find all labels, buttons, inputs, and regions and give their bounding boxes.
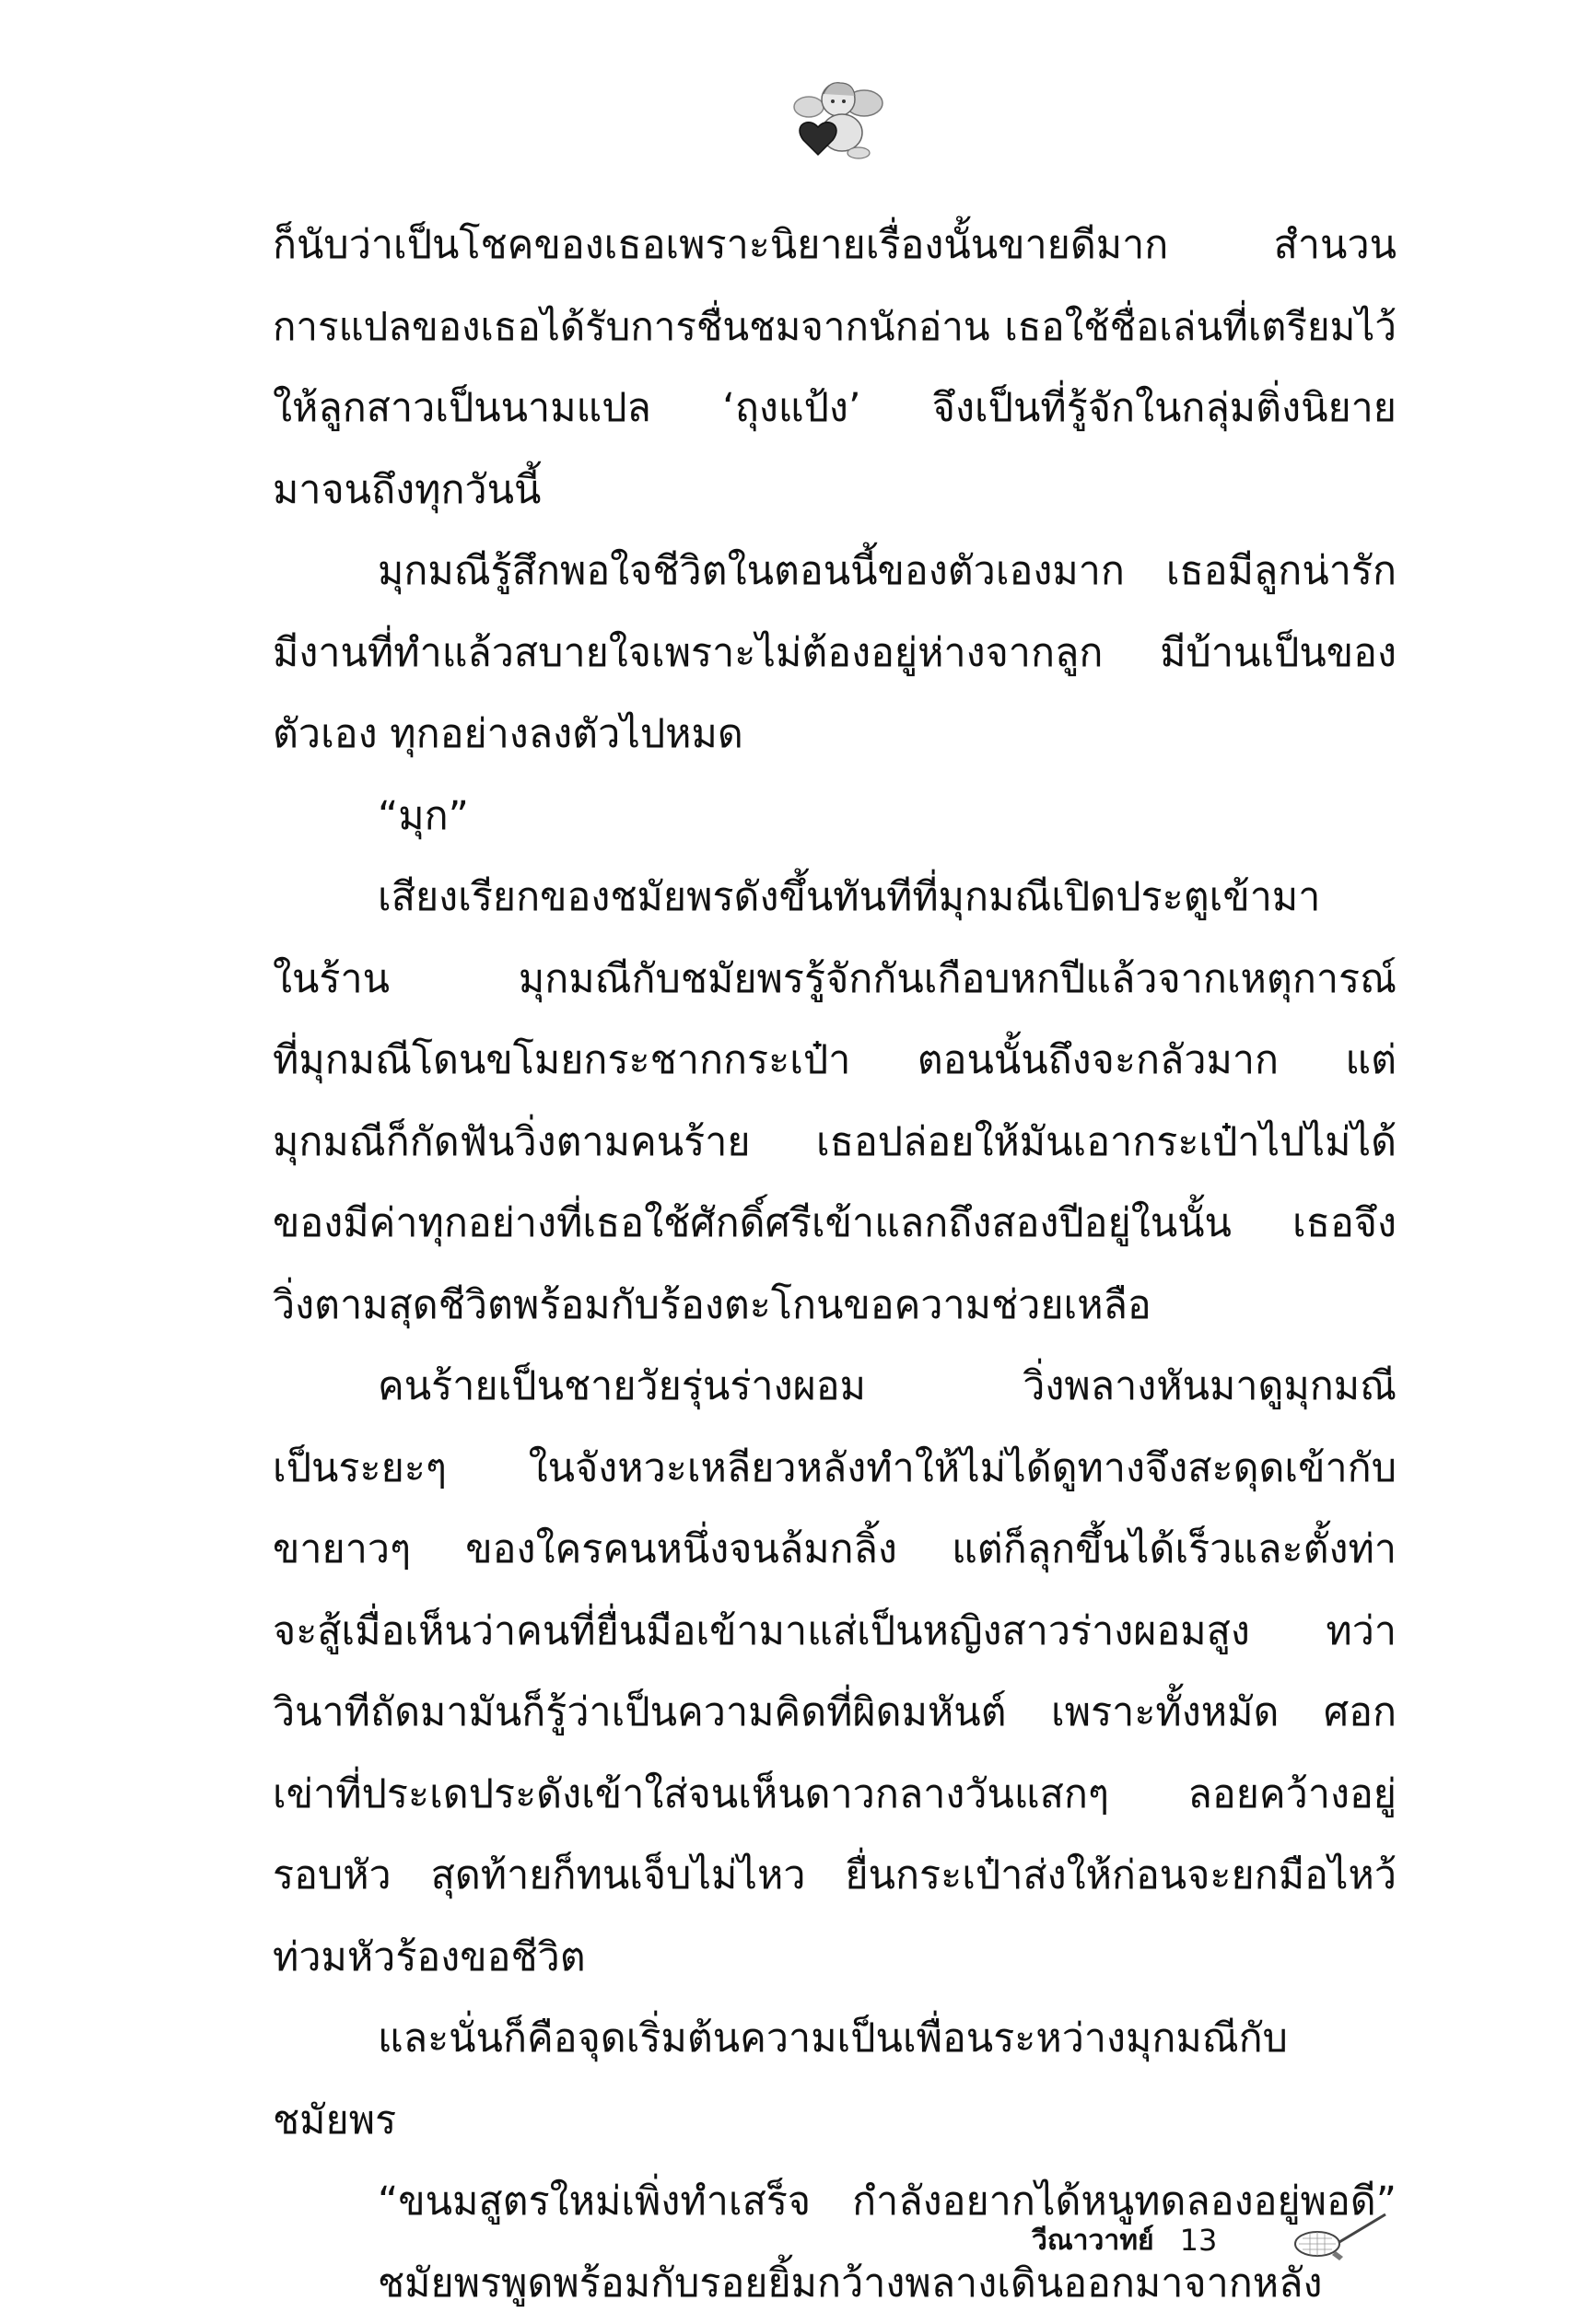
text-line: จะสู้เมื่อเห็นว่าคนที่ยื่นมือเข้ามาแส่เป็นหญิงสาวร่างผอมสูง ทว่า [273, 1591, 1397, 1673]
text-line: วิ่งตามสุดชีวิตพร้อมกับร้องตะโกนขอความช่วยเหลือ [273, 1265, 1397, 1347]
text-line: ให้ลูกสาวเป็นนามแปล ‘ถุงแป้ง’ จึงเป็นที่รู้จักในกลุ่มติ่งนิยาย [273, 368, 1397, 450]
cherub-holding-heart-icon [781, 76, 892, 164]
text-line: เป็นระยะๆ ในจังหวะเหลียวหลังทำให้ไม่ได้ดูทางจึงสะดุดเข้ากับ [273, 1428, 1397, 1510]
body-text [273, 204, 1397, 2324]
text-line: มาจนถึงทุกวันนี้ [273, 450, 1397, 531]
text-line: ของมีค่าทุกอย่างที่เธอใช้ศักดิ์ศรีเข้าแลกถึงสองปีอยู่ในนั้น เธอจึง [273, 1183, 1397, 1265]
text-line: ที่มุกมณีโดนขโมยกระชากกระเป๋า ตอนนั้นถึงจะกลัวมาก แต่ [273, 1020, 1397, 1102]
page-number: 13 [1180, 2223, 1218, 2258]
text-line: เข่าที่ประเดประดังเข้าใส่จนเห็นดาวกลางวันแสกๆ ลอยคว้างอยู่ [273, 1754, 1397, 1836]
text-line: รอบหัว สุดท้ายก็ทนเจ็บไม่ไหว ยื่นกระเป๋าส่งให้ก่อนจะยกมือไหว้ [273, 1835, 1397, 1917]
text-line: มุกมณีรู้สึกพอใจชีวิตในตอนนี้ของตัวเองมาก เธอมีลูกน่ารัก [273, 531, 1397, 613]
text-line: “ขนมสูตรใหม่เพิ่งทำเสร็จ กำลังอยากได้หนูทดลองอยู่พอดี” [273, 2161, 1397, 2243]
text-line: คนร้ายเป็นชายวัยรุ่นร่างผอม วิ่งพลางหันมาดูมุกมณี [273, 1346, 1397, 1428]
text-line: ตัวเอง ทุกอย่างลงตัวไปหมด [273, 694, 1397, 776]
text-line: เสียงเรียกของชมัยพรดังขึ้นทันทีที่มุกมณีเปิดประตูเข้ามา [273, 857, 1397, 939]
text-line: ในร้าน มุกมณีกับชมัยพรรู้จักกันเกือบหกปีแล้วจากเหตุการณ์ [273, 939, 1397, 1021]
text-line: “มุก” [273, 776, 1397, 858]
text-line: และนั่นก็คือจุดเริ่มต้นความเป็นเพื่อนระหว่างมุกมณีกับ [273, 1998, 1397, 2080]
text-line: มุกมณีก็กัดฟันวิ่งตามคนร้าย เธอปล่อยให้มันเอากระเป๋าไปไม่ได้ [273, 1102, 1397, 1184]
page-footer [1032, 2222, 1217, 2259]
text-line: ขายาวๆ ของใครคนหนึ่งจนล้มกลิ้ง แต่ก็ลุกขึ้นได้เร็วและตั้งท่า [273, 1509, 1397, 1591]
text-line: ชมัยพรพูดพร้อมกับรอยยิ้มกว้างพลางเดินออกมาจากหลัง [273, 2243, 1397, 2324]
text-line: การแปลของเธอได้รับการชื่นชมจากนักอ่าน เธอใช้ชื่อเล่นที่เตรียมไว้ [273, 286, 1397, 368]
badminton-racket-shuttlecock-icon [1290, 2209, 1389, 2264]
text-line: วินาทีถัดมามันก็รู้ว่าเป็นความคิดที่ผิดมหันต์ เพราะทั้งหมัด ศอก [273, 1672, 1397, 1754]
text-line: ชมัยพร [273, 2080, 1397, 2162]
text-line: ท่วมหัวร้องขอชีวิต [273, 1917, 1397, 1999]
text-line: มีงานที่ทำแล้วสบายใจเพราะไม่ต้องอยู่ห่างจากลูก มีบ้านเป็นของ [273, 613, 1397, 695]
footer-author: วีณาวาทย์ [1032, 2219, 1154, 2262]
text-line: ก็นับว่าเป็นโชคของเธอเพราะนิยายเรื่องนั้นขายดีมาก สำนวน [273, 204, 1397, 286]
